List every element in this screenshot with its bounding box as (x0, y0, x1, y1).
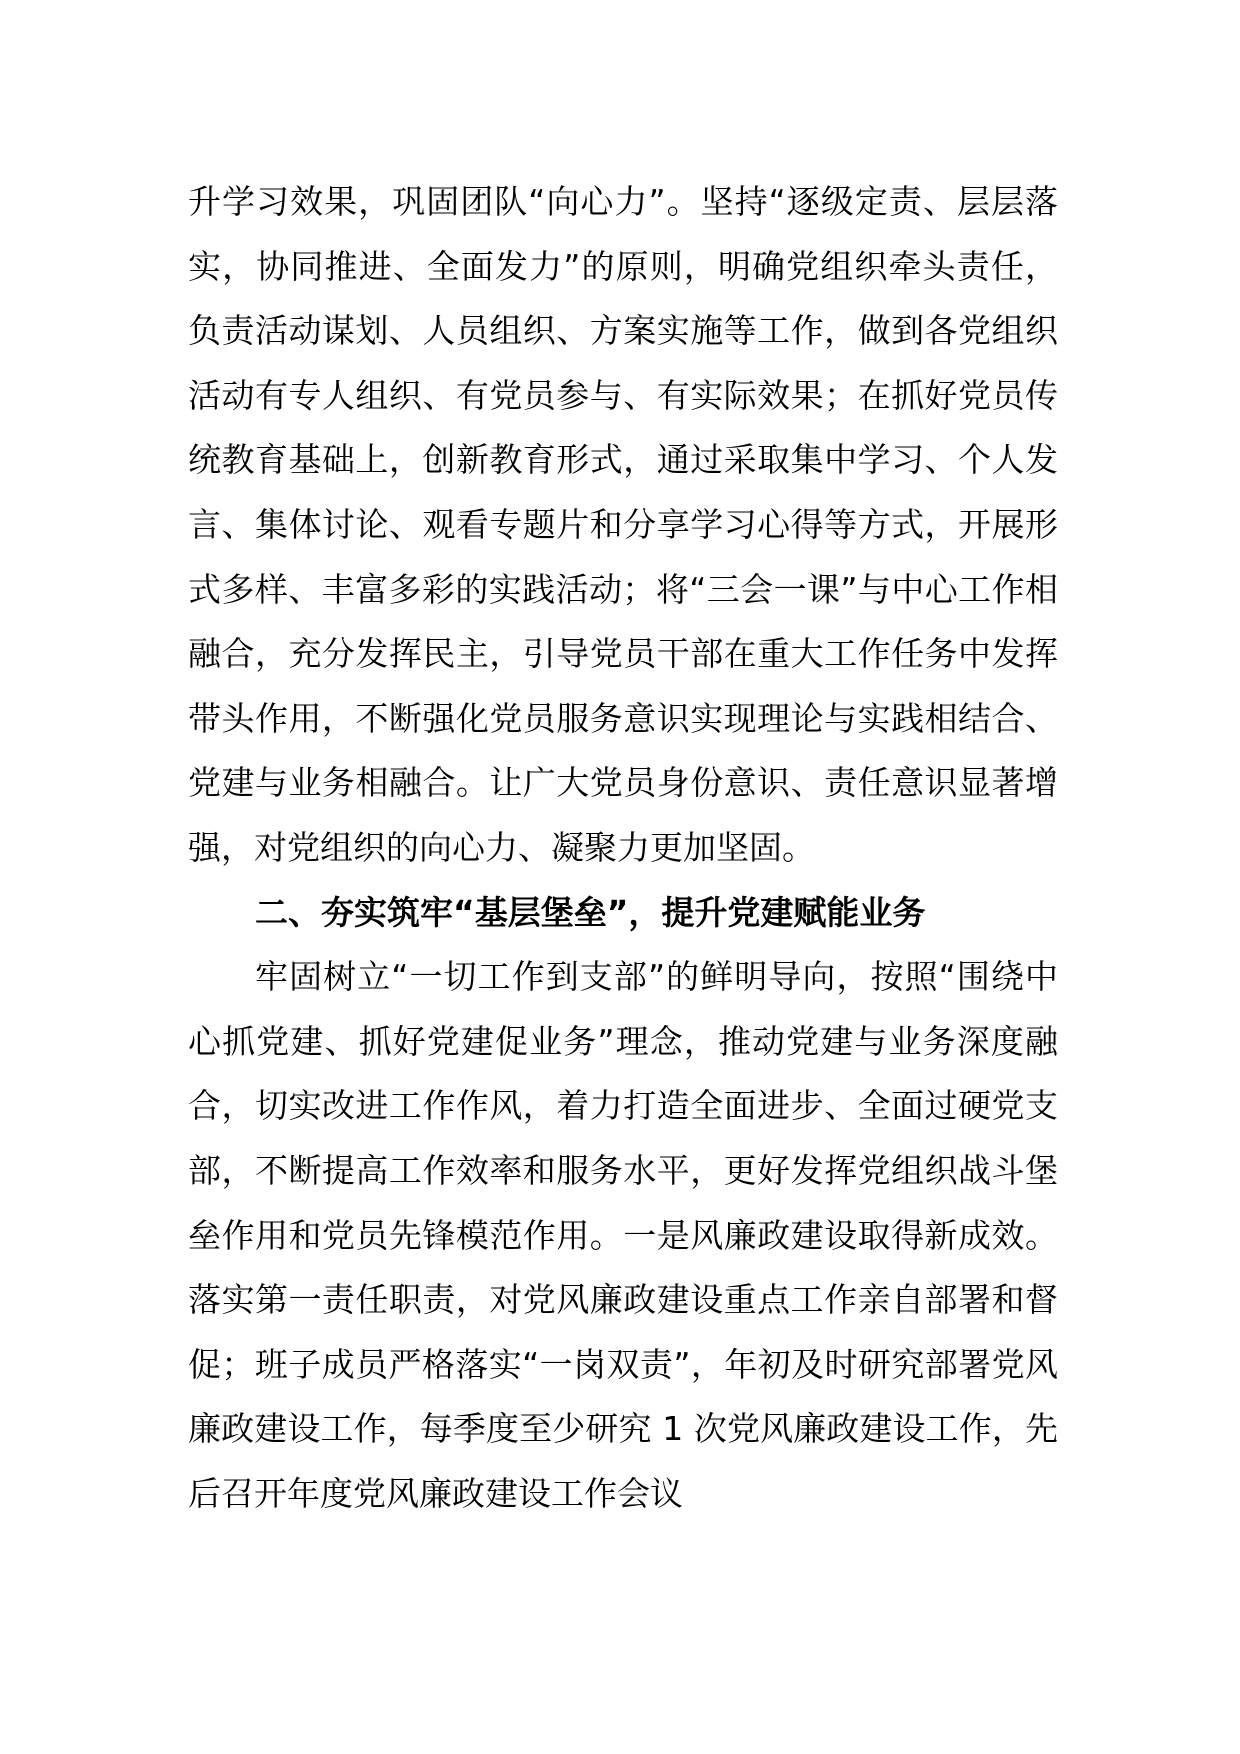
body-paragraph: 升学习效果，巩固团队“向心力”。坚持“逐级定责、层层落实，协同推进、全面发力”的原则，明确党组织牵头责任，负责活动谋划、人员组织、方案实施等工作，做到各党组织活动有专人组织、有党员参与、有实际效果；在抓好党员传统教育基础上，创新教育形式，通过采取集中学习、个人发言、集体讨论、观看专题片和分享学习心得等方式，开展形式多样、丰富多彩的实践活动；将“三会一课”与中心工作相融合，充分发挥民主，引导党员干部在重大工作任务中发挥带头作用，不断强化党员服务意识实现理论与实践相结合、党建与业务相融合。让广大党员身份意识、责任意识显著增强，对党组织的向心力、凝聚力更加坚固。 (188, 182, 1058, 867)
section-heading: 二、夯实筑牢“基层堡垒”，提升党建赋能业务 (255, 892, 926, 932)
body-paragraph: 牢固树立“一切工作到支部”的鲜明导向，按照“围绕中心抓党建、抓好党建促业务”理念，推动党建与业务深度融合，切实改进工作作风，着力打造全面进步、全面过硬党支部，不断提高工作效率和服务水平，更好发挥党组织战斗堡垒作用和党员先锋模范作用。一是风廉政建设取得新成效。落实第一责任职责，对党风廉政建设重点工作亲自部署和督促；班子成员严格落实“一岗双责”，年初及时研究部署党风廉政建设工作，每季度至少研究 1 次党风廉政建设工作，先后召开年度党风廉政建设工作会议 (188, 957, 1058, 1513)
document-body (188, 170, 1058, 1526)
